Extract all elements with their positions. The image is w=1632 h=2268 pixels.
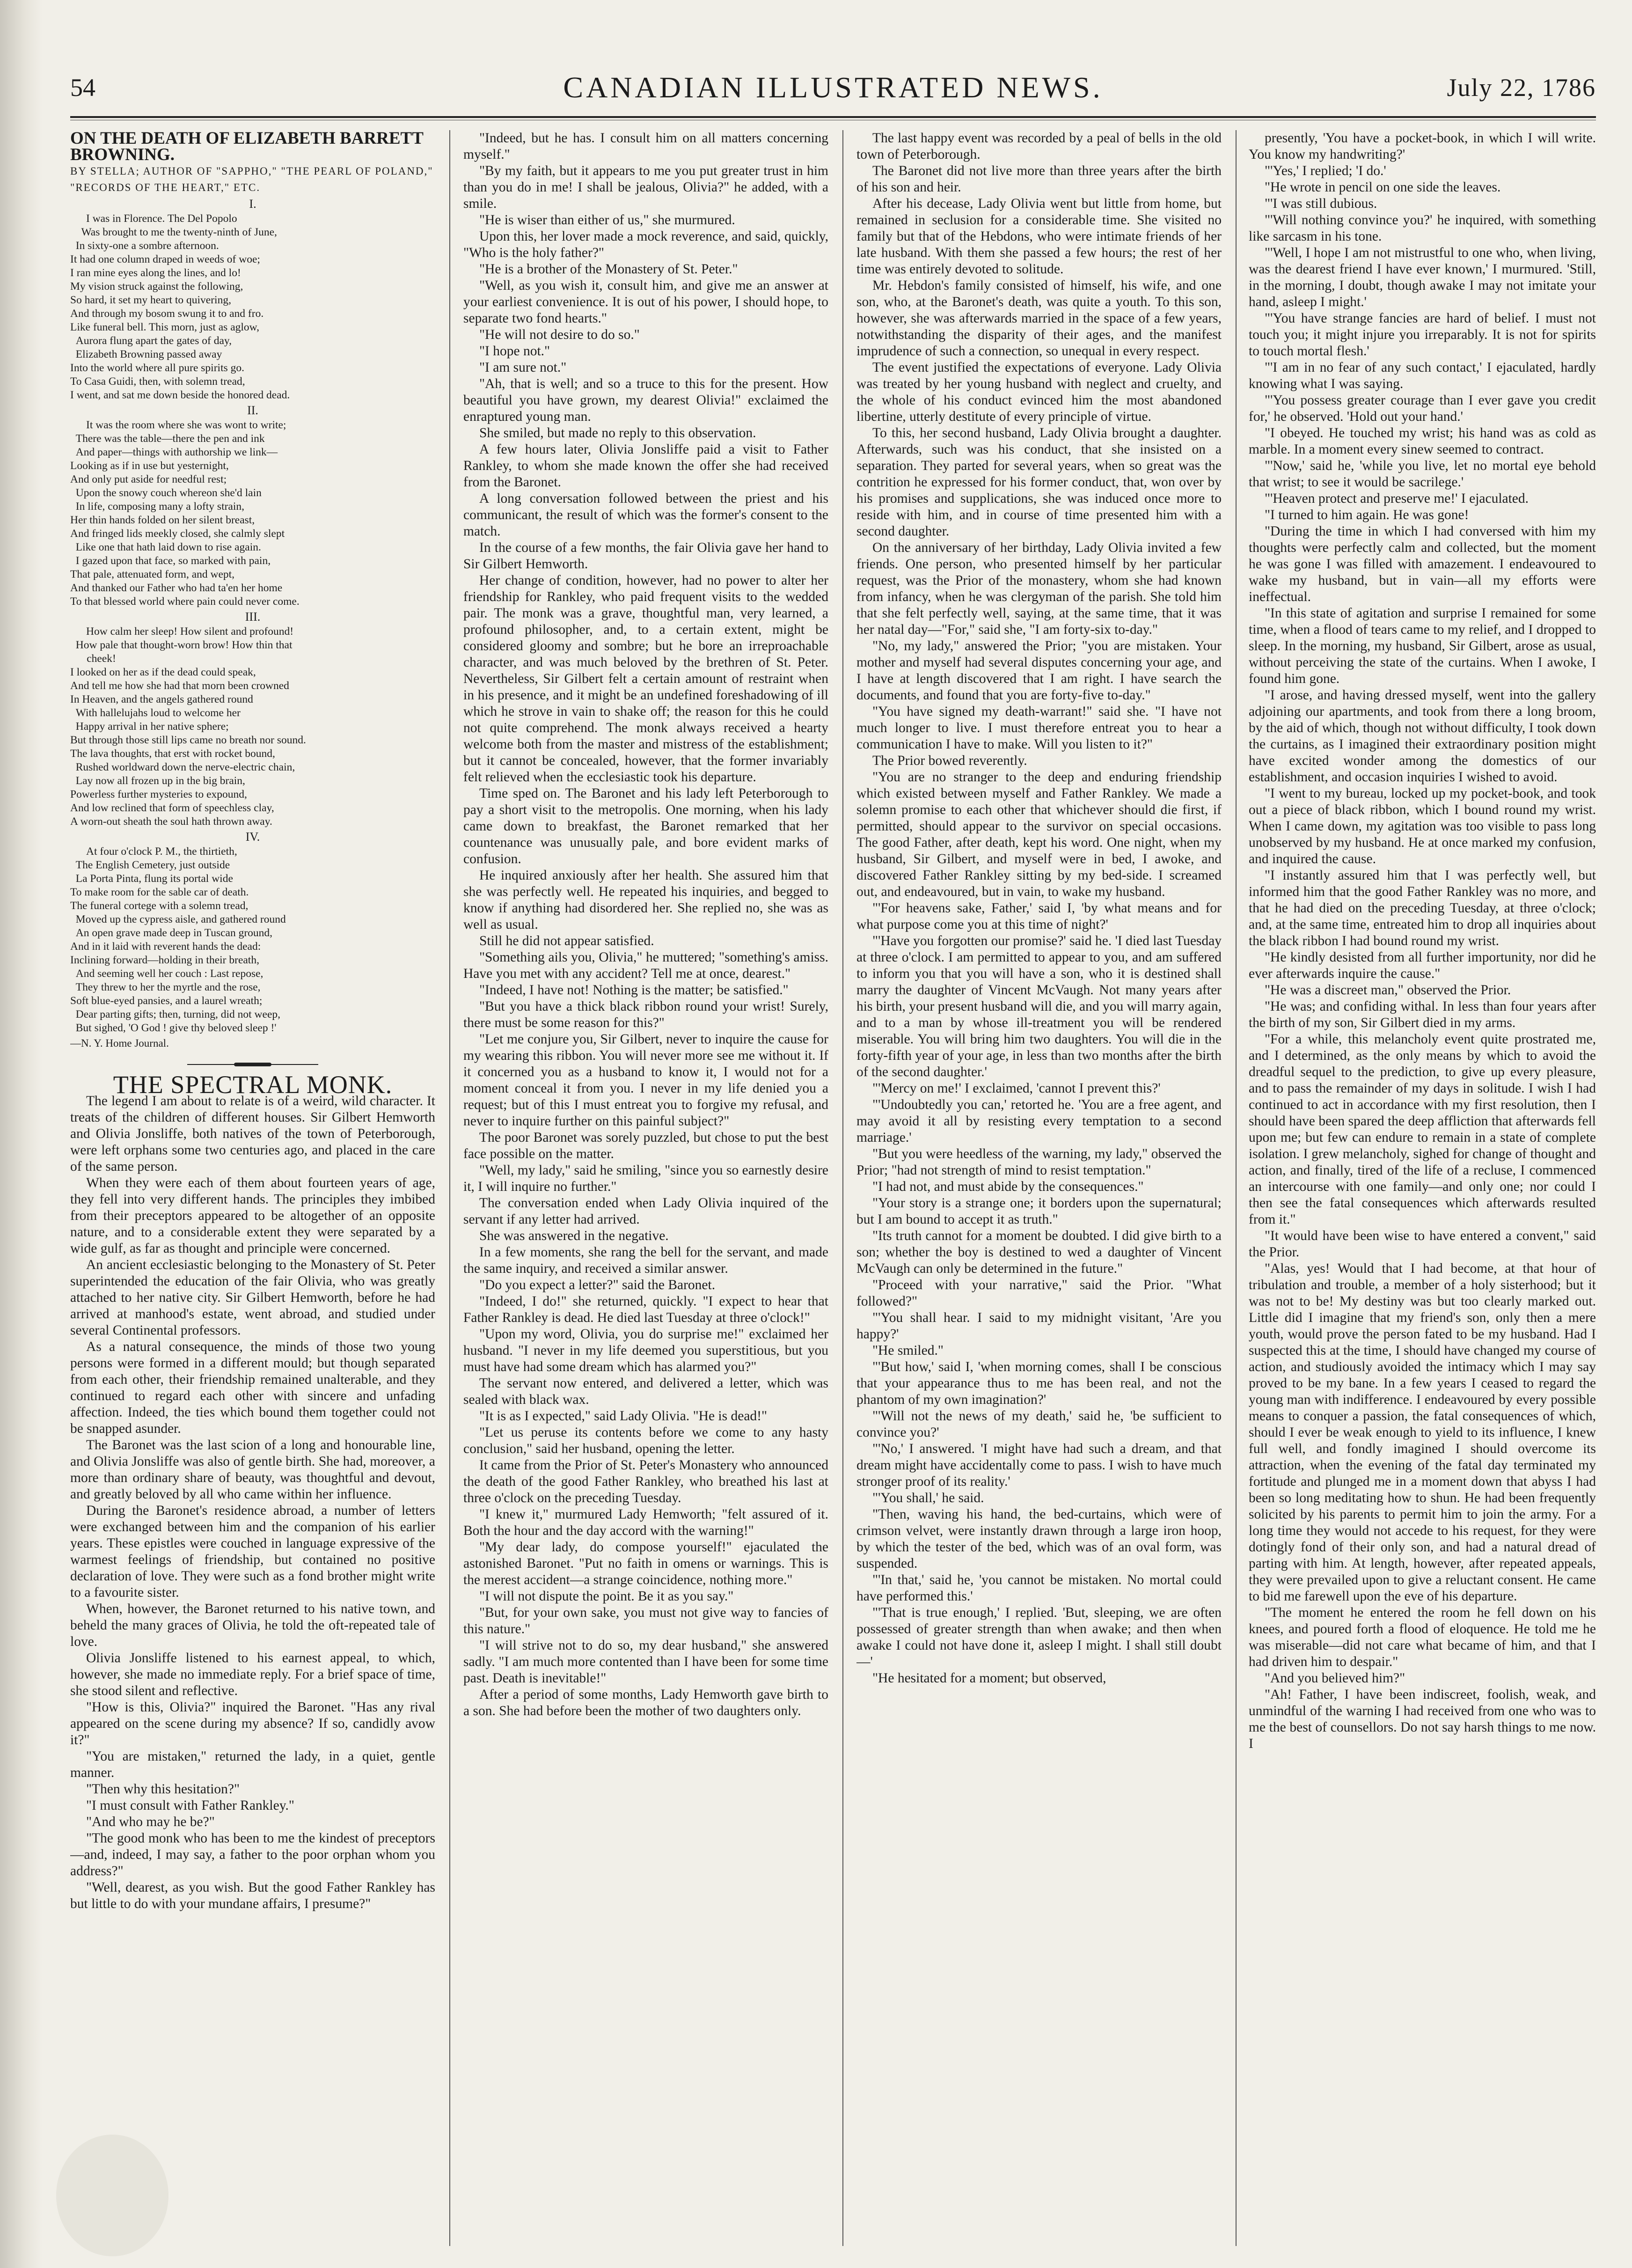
story-paragraph: "He was a discreet man," observed the Prior. (1265, 983, 1511, 998)
story-paragraph: "My dear lady, do compose yourself!" ejaculated the astonished Baronet. "Put no faith in omens or warnings. This is the merest accident—a strange coincidence, nothing more." (463, 1540, 828, 1587)
story-paragraph: To this, her second husband, Lady Olivia brought a daughter. Afterwards, such was his conduct, that she insisted on a separation. They parted for several years, when so great was the contrition he expressed for his former conduct, that, won over by his promises and supplications, she was induced once more to reside with him, and in course of time presented him with a second daughter. (856, 426, 1222, 539)
story-paragraph: "He is wiser than either of us," she murmured. (479, 213, 735, 228)
story-paragraph: "Ah, that is well; and so a truce to this for the present. How beautiful you have grown, my dearest Olivia!" exclaimed the enraptured young man. (463, 376, 828, 424)
story-paragraph: "'Undoubtedly you can,' retorted he. 'You are a free agent, and may avoid it all by resisting every temptation to a second marriage.' (856, 1097, 1222, 1145)
issue-date: July 22, 1786 (1447, 73, 1596, 102)
story-paragraph: "I turned to him again. He was gone! (1265, 507, 1469, 522)
story-paragraph: "During the time in which I had conversed with him my thoughts were perfectly calm and collected, but the moment he was gone I was filled with amazement. I endeavoured to wake my husband, but in vain—all my efforts were ineffectual. (1249, 524, 1596, 604)
story-paragraph: The last happy event was recorded by a peal of bells in the old town of Peterborough. (856, 131, 1222, 162)
story-paragraph: The conversation ended when Lady Olivia inquired of the servant if any letter had arrived. (463, 1196, 828, 1227)
story-paragraph: A few hours later, Olivia Jonsliffe paid a visit to Father Rankley, to whom she made known the offer she had received from the Baronet. (463, 442, 828, 490)
story-paragraph: "In this state of agitation and surprise I remained for some time, when a flood of tears came to my relief, and I dropped to sleep. In the morning, my husband, Sir Gilbert, arose as usual, without perceiving the state of the curtains. When I awoke, I found him gone. (1249, 606, 1596, 686)
story-paragraph: "He smiled." (872, 1343, 944, 1358)
story-column-3-text (856, 130, 1222, 1687)
story-paragraph: When they were each of them about fourteen years of age, they fell into very different hands. The principles they imbibed from their preceptors appeared to be altogether of an opposite nature, and to a considerable extent they were separated by a wide gulf, as far as thought and principle were concerned. (70, 1175, 435, 1256)
stanza-text: How calm her sleep! How silent and profound! How pale that thought-worn brow! How thin that cheek! I looked on her as if the dead could speak, And tell me how she had that morn been crowned In Heaven, and the angels gathered round With hallelujahs loud to welcome her Happy arrival in her native sphere; But through those still lips came no breath nor sound. The lava thoughts, that erst with rocket bound, Rushed worldward down the nerve-electric chain, Lay now all frozen up in the big brain, Powerless further mysteries to expound, And low reclined that form of speechless clay, A worn-out sheath the soul hath thrown away. (70, 625, 306, 828)
story-paragraph: "Well, my lady," said he smiling, "since you so earnestly desire it, I will inquire no further." (463, 1163, 828, 1194)
stanza-text: At four o'clock P. M., the thirtieth, The English Cemetery, just outside La Porta Pinta, flung its portal wide To make room for the sable car of death. The funeral cortege with a solemn tread, Moved up the cypress aisle, and gathered round An open grave made deep in Tuscan ground, And in it laid with reverent hands the dead: Inclining forward—holding in their breath, And seeming well her couch : Last repose, They threw to her the myrtle and the rose, Soft blue-eyed pansies, and a laurel wreath; Dear parting gifts; then, turning, did not weep, But sighed, 'O God ! give thy beloved sleep !' (70, 845, 286, 1034)
story-paragraph: "'Mercy on me!' I exclaimed, 'cannot I prevent this?' (872, 1081, 1161, 1096)
story-paragraph: "He wrote in pencil on one side the leaves. (1265, 180, 1501, 195)
story-paragraph: On the anniversary of her birthday, Lady Olivia invited a few friends. One person, who presented himself by her particular request, was the Prior of the monastery, whom she had known from infancy, when he was clergyman of the parish. She told him that she felt perfectly well, saying, at the same time, that it was her natal day—"For," said she, "I am forty-six to-day." (856, 540, 1222, 637)
story-paragraph: Time sped on. The Baronet and his lady left Peterborough to pay a short visit to the metropolis. One morning, when his lady came down to breakfast, the Baronet remarked that her countenance was unusually pale, and bore evident marks of confusion. (463, 786, 828, 866)
story-paragraph: An ancient ecclesiastic belonging to the Monastery of St. Peter superintended the education of the fair Olivia, who was greatly attached to her native city. Sir Gilbert Hemworth, before he had arrived at manhood's estate, went abroad, and studied under several Continental professors. (70, 1257, 435, 1338)
story-paragraph: In a few moments, she rang the bell for the servant, and made the same inquiry, and received a similar answer. (463, 1245, 828, 1276)
story-paragraph: It came from the Prior of St. Peter's Monastery who announced the death of the good Father Rankley, who breathed his last at three o'clock on the preceding Tuesday. (463, 1458, 828, 1505)
stanza-number: II. (247, 404, 258, 417)
story-paragraph: "I knew it," murmured Lady Hemworth; "felt assured of it. Both the hour and the day accord with the warning!" (463, 1507, 828, 1538)
story-paragraph: "He was; and confiding withal. In less than four years after the birth of my son, Sir Gilbert died in my arms. (1249, 999, 1596, 1030)
story-paragraph: "I hope not." (479, 344, 550, 359)
story-paragraph: "Indeed, but he has. I consult him on all matters concerning myself." (463, 131, 828, 162)
story-paragraph: When, however, the Baronet returned to his native town, and beheld the many graces of Olivia, he told the oft-repeated tale of love. (70, 1601, 435, 1649)
poem-byline: BY STELLA; AUTHOR OF "SAPPHO," "THE PEARL OF POLAND," "RECORDS OF THE HEART," ETC. (70, 165, 433, 193)
story-paragraph: She was answered in the negative. (479, 1228, 669, 1243)
story-paragraph: She smiled, but made no reply to this observation. (479, 426, 756, 440)
story-paragraph: A long conversation followed between the priest and his communicant, the result of which was the former's consent to the match. (463, 491, 828, 539)
story-paragraph: The Baronet did not live more than three years after the birth of his son and heir. (856, 163, 1222, 195)
scan-edge-shadow (0, 0, 42, 2268)
stanza-text: I was in Florence. The Del Popolo Was brought to me the twenty-ninth of June, In sixty-one a sombre afternoon. It had one column draped in weeds of woe; I ran mine eyes along the lines, and lo! My vision struck against the following, So hard, it set my heart to quivering, And through my bosom swung it to and fro. Like funeral bell. This morn, just as aglow, Aurora flung apart the gates of day, Elizabeth Browning passed away Into the world where all pure spirits go. To Casa Guidi, then, with solemn tread, I went, and sat me down beside the honored dead. (70, 213, 290, 401)
column-rule (842, 130, 843, 2246)
story-paragraph: "And who may he be?" (86, 1814, 215, 1829)
masthead-title: CANADIAN ILLUSTRATED NEWS. (563, 71, 1103, 104)
story-paragraph: "He hesitated for a moment; but observed, (872, 1671, 1106, 1686)
story-paragraph: "I must consult with Father Rankley." (86, 1798, 294, 1813)
story-paragraph: "I will strive not to do so, my dear husband," she answered sadly. "I am much more contented than I have been for some time past. Death is inevitable!" (463, 1638, 828, 1686)
story-paragraph: "'You shall hear. I said to my midnight visitant, 'Are you happy?' (856, 1310, 1222, 1342)
story-paragraph: "'Have you forgotten our promise?' said he. 'I died last Tuesday at three o'clock. I am permitted to appear to you, and am suffered to inform you that you will have a son, who it is destined shall marry the daughter of Vincent McVaugh. Not many years after his birth, your present husband will die, and you will marry again, and to a man by whose ill-treatment you will be rendered miserable. You will bring him two daughters. You will die in the forty-fifth year of your age, in less than two months after the birth of the second daughter.' (856, 933, 1222, 1079)
story-paragraph: The Prior bowed reverently. (872, 753, 1027, 768)
story-title: THE SPECTRAL MONK. (113, 1071, 393, 1099)
story-paragraph: "'But how,' said I, 'when morning comes, shall I be conscious that your appearance thus to me has been real, and not the phantom of my own imagination?' (856, 1359, 1222, 1407)
story-paragraph: "I obeyed. He touched my wrist; his hand was as cold as marble. In a moment every sinew seemed to contract. (1249, 426, 1596, 457)
story-paragraph: "'You possess greater courage than I ever gave you credit for,' he observed. 'Hold out your hand.' (1249, 393, 1596, 424)
story-paragraph: Still he did not appear satisfied. (479, 933, 654, 948)
story-paragraph: After a period of some months, Lady Hemworth gave birth to a son. She had before been the mother of two daughters only. (463, 1687, 828, 1718)
stanza-number: IV. (245, 830, 260, 844)
story-paragraph: The Baronet was the last scion of a long and honourable line, and Olivia Jonsliffe was also of gentle birth. She had, moreover, a more than ordinary share of beauty, was thoughtful and devout, and greatly beloved by all who came within her influence. (70, 1438, 435, 1502)
story-paragraph: "How is this, Olivia?" inquired the Baronet. "Has any rival appeared on the scene during my absence? If so, candidly avow it?" (70, 1700, 435, 1747)
story-column-1-text (70, 1093, 435, 1912)
story-paragraph: Her change of condition, however, had no power to alter her friendship for Rankley, who paid frequent visits to the wedded pair. The monk was a grave, thoughtful man, very learned, a profound philosopher, and, to a certain extent, might be considered gloomy and sombre; but he bore an irreproachable character, and was much beloved by the brethren of St. Peter. Nevertheless, Sir Gilbert felt a certain amount of restraint when in his presence, and it might be an undefined foreshadowing of ill which he strove in vain to shake off; the reason for this he could not quite comprehend. The monk always received a hearty welcome both from the master and mistress of the establishment; but it cannot be concealed, however, that the former invariably felt relieved when the ecclesiastic took his departure. (463, 573, 828, 785)
column-2 (463, 130, 828, 2246)
column-1 (70, 130, 435, 2246)
story-paragraph: "Let us peruse its contents before we come to any hasty conclusion," said her husband, opening the letter. (463, 1425, 828, 1456)
story-paragraph: "You have signed my death-warrant!" said she. "I have not much longer to live. I must therefore entreat you to hear a communication I have to make. Will you listen to it?" (856, 704, 1222, 752)
story-paragraph: "I instantly assured him that I was perfectly well, but informed him that the good Father Rankley was no more, and that he had died on the preceding Tuesday, at three o'clock; and, at the same time, entreated him to drop all inquiries about the black ribbon I had bound round my wrist. (1249, 868, 1596, 948)
story-paragraph: "Its truth cannot for a moment be doubted. I did give birth to a son; whether the boy is destined to wed a daughter of Vincent McVaugh can only be determined in the future." (856, 1228, 1222, 1276)
stanza-number: I. (249, 197, 256, 211)
poem-title: ON THE DEATH OF ELIZABETH BARRETT BROWNING. (70, 130, 424, 164)
stanza-text: It was the room where she was wont to write; There was the table—there the pen and ink And paper—things with authorship we link— Looking as if in use but yesternight, And only put aside for needful rest; Upon the snowy couch whereon she'd lain In life, composing many a lofty strain, Her thin hands folded on her silent breast, And fringed lids meekly closed, she calmly slept Like one that hath laid down to rise again. I gazed upon that face, so marked with pain, That pale, attenuated form, and wept, And thanked our Father who had ta'en her home To that blessed world where pain could never come. (70, 419, 300, 608)
story-paragraph: "He kindly desisted from all further importunity, nor did he ever afterwards inquire the cause." (1249, 950, 1596, 981)
story-paragraph: The legend I am about to relate is of a weird, wild character. It treats of the children of different houses. Sir Gilbert Hemworth and Olivia Jonsliffe, both natives of the town of Peterborough, were left orphans some two centuries ago, and placed in the care of the same person. (70, 1094, 435, 1174)
section-divider (187, 1063, 318, 1066)
story-paragraph: The servant now entered, and delivered a letter, which was sealed with black wax. (463, 1376, 828, 1407)
story-paragraph: "'You have strange fancies are hard of belief. I must not touch you; it might injure you irreparably. It is not for spirits to touch mortal flesh.' (1249, 311, 1596, 359)
poem-stanzas (70, 196, 435, 1035)
story-paragraph: Upon this, her lover made a mock reverence, and said, quickly, "Who is the holy father?" (463, 229, 828, 260)
story-paragraph: "By my faith, but it appears to me you put greater trust in him than you do in me! I shall be jealous, Olivia?" he added, with a smile. (463, 163, 828, 211)
story-paragraph: "I had not, and must abide by the consequences." (872, 1179, 1144, 1194)
story-paragraph: "It would have been wise to have entered a convent," said the Prior. (1249, 1228, 1596, 1260)
story-paragraph: "And you believed him?" (1265, 1671, 1405, 1686)
story-paragraph: "'For heavens sake, Father,' said I, 'by what means and for what purpose come you at this time of night?' (856, 901, 1222, 932)
story-paragraph: "I arose, and having dressed myself, went into the gallery adjoining our apartments, and took from there a long broom, by the aid of which, though not without difficulty, I took down the curtains, as I imagined their extraordinary position might have excited wonder among the domestics of our establishment, and occasion inquiries I wished to avoid. (1249, 688, 1596, 785)
story-paragraph: "Let me conjure you, Sir Gilbert, never to inquire the cause for my wearing this ribbon. You will never more see me without it. If it concerned you as a husband to know it, I would not for a moment conceal it from you. I never in my life denied you a request; but of this I must entreat you to forgive my refusal, and never to inquire further on this painful subject?" (463, 1032, 828, 1129)
page-header (70, 70, 1596, 108)
column-rule (449, 130, 450, 2246)
story-paragraph: "Indeed, I do!" she returned, quickly. "I expect to hear that Father Rankley is dead. He died last Tuesday at three o'clock!" (463, 1294, 828, 1325)
story-paragraph: The poor Baronet was sorely puzzled, but chose to put the best face possible on the matter. (463, 1130, 828, 1161)
story-paragraph: "'That is true enough,' I replied. 'But, sleeping, we are often possessed of greater strength than when awake; and then when awake I could not have done it, asleep I might. I shall still doubt—' (856, 1605, 1222, 1669)
story-paragraph: "'Heaven protect and preserve me!' I ejaculated. (1265, 491, 1529, 506)
story-paragraph: "'I am in no fear of any such contact,' I ejaculated, hardly knowing what I was saying. (1249, 360, 1596, 391)
story-column-4-text (1249, 130, 1596, 1752)
story-paragraph: In the course of a few months, the fair Olivia gave her hand to Sir Gilbert Hemworth. (463, 540, 828, 572)
story-paragraph: "But, for your own sake, you must not give way to fancies of this nature." (463, 1605, 828, 1637)
story-paragraph: "It is as I expected," said Lady Olivia. "He is dead!" (479, 1409, 768, 1424)
story-paragraph: presently, 'You have a pocket-book, in which I will write. You know my handwriting?' (1249, 131, 1596, 162)
story-paragraph: During the Baronet's residence abroad, a number of letters were exchanged between him and the companion of his earlier years. These epistles were couched in language expressive of the warmest feelings of friendship, but contained no positive declaration of love. They were such as a fond brother might write to a favourite sister. (70, 1503, 435, 1600)
story-paragraph: Mr. Hebdon's family consisted of himself, his wife, and one son, who, at the Baronet's death, was quite a youth. To this son, however, she was afterwards married in the space of a few years, notwithstanding the disparity of their ages, and the manifest imprudence of such a connection, so unequal in every respect. (856, 278, 1222, 359)
story-paragraph: "'Will not the news of my death,' said he, 'be sufficient to convince you?' (856, 1409, 1222, 1440)
story-paragraph: "Well, dearest, as you wish. But the good Father Rankley has but little to do with your mundane affairs, I presume?" (70, 1880, 435, 1911)
story-paragraph: "'Well, I hope I am not mistrustful to one who, when living, was the dearest friend I have ever known,' I murmured. 'Still, in the morning, I doubt, though awake I may not imitate your hand, asleep I might.' (1249, 245, 1596, 309)
story-paragraph: "I will not dispute the point. Be it as you say." (479, 1589, 734, 1604)
story-paragraph: After his decease, Lady Olivia went but little from home, but remained in seclusion for a considerable time. She visited no family but that of the Hebdons, who were intimate friends of her late husband. With them she passed a few hours; the rest of her time was entirely devoted to solitude. (856, 196, 1222, 277)
story-paragraph: "I went to my bureau, locked up my pocket-book, and took out a piece of black ribbon, which I bound round my wrist. When I came down, my agitation was too visible to pass long unobserved by my husband. He at once marked my confusion, and inquired the cause. (1249, 786, 1596, 866)
story-paragraph: "'In that,' said he, 'you cannot be mistaken. No mortal could have performed this.' (856, 1572, 1222, 1604)
story-paragraph: "For a while, this melancholy event quite prostrated me, and I determined, as the only means by which to avoid the dreadful sequel to the prediction, to give up every pleasure, and to pass the remainder of my days in solitude. I wish I had continued to act in accordance with my first resolution, then I should have been spared the deep affliction that afterwards fell upon me; but few can endure to remain in a state of complete isolation. I grew melancholy, sighed for change of thought and action, and finally, tired of the life of a recluse, I commenced an intercourse with one family—and only one; nor could I then see the fatal consequences which afterwards resulted from it." (1249, 1032, 1596, 1227)
story-paragraph: "Then, waving his hand, the bed-curtains, which were of crimson velvet, were instantly drawn through a large iron hoop, by which the tester of the bed, which was of an oval form, was suspended. (856, 1507, 1222, 1571)
page-number: 54 (70, 73, 95, 102)
story-paragraph: "But you were heedless of the warning, my lady," observed the Prior; "had not strength of mind to resist temptation." (856, 1146, 1222, 1178)
story-paragraph: "The moment he entered the room he fell down on his knees, and poured forth a flood of eloquence. He told me he was miserable—did not care what became of him, and that I had driven him to despair." (1249, 1605, 1596, 1669)
story-paragraph: "'You shall,' he said. (872, 1490, 984, 1505)
column-rule (1236, 130, 1237, 2246)
story-paragraph: "He will not desire to do so." (479, 327, 640, 342)
story-paragraph: "'I was still dubious. (1265, 196, 1377, 211)
story-paragraph: The event justified the expectations of everyone. Lady Olivia was treated by her young husband with neglect and cruelty, and the whole of his conduct evinced him the most abandoned libertine, utterly destitute of every principle of virtue. (856, 360, 1222, 424)
column-4 (1249, 130, 1596, 2246)
story-column-2-text (463, 130, 828, 1719)
story-paragraph: "'Yes,' I replied; 'I do.' (1265, 163, 1386, 178)
column-3 (856, 130, 1222, 2246)
story-paragraph: "Do you expect a letter?" said the Baronet. (479, 1277, 716, 1292)
story-paragraph: "'Will nothing convince you?' he inquired, with something like sarcasm in his tone. (1249, 213, 1596, 244)
header-rule (70, 116, 1596, 118)
story-paragraph: He inquired anxiously after her health. She assured him that she was perfectly well. He repeated his inquiries, and begged to know if anything had disordered her. She replied no, she was as well as usual. (463, 868, 828, 932)
story-paragraph: "I am sure not." (479, 360, 567, 375)
story-paragraph: "Well, as you wish it, consult him, and give me an answer at your earliest convenience. It is out of his power, I should hope, to separate two fond hearts." (463, 278, 828, 326)
story-paragraph: "Your story is a strange one; it borders upon the supernatural; but I am bound to accept it as truth." (856, 1196, 1222, 1227)
story-paragraph: "Upon my word, Olivia, you do surprise me!" exclaimed her husband. "I never in my life deemed you superstitious, but you must have had some dream which has alarmed you?" (463, 1327, 828, 1374)
story-paragraph: "But you have a thick black ribbon round your wrist! Surely, there must be some reason for this?" (463, 999, 828, 1030)
stanza-number: III. (245, 610, 261, 624)
story-paragraph: As a natural consequence, the minds of those two young persons were formed in a different mould; but though separated from each other, their friendship remained unalterable, and they continued to regard each other with sincere and unfading affection. Indeed, the ties which bound them together could not be snapped asunder. (70, 1339, 435, 1436)
story-paragraph: Olivia Jonsliffe listened to his earnest appeal, to which, however, she made no immediate reply. For a brief space of time, she stood silent and reflective. (70, 1651, 435, 1698)
story-paragraph: "Indeed, I have not! Nothing is the matter; be satisfied." (479, 983, 789, 998)
story-paragraph: "Something ails you, Olivia," he muttered; "something's amiss. Have you met with any accident? Tell me at once, dearest." (463, 950, 828, 981)
story-paragraph: "Alas, yes! Would that I had become, at that hour of tribulation and trouble, a member of a holy sisterhood; but it was not to be! My destiny was but too clearly marked out. Little did I imagine that my friend's son, only then a mere youth, would prove the person fated to be my husband. Had I suspected this at the time, I should have changed my course of action, and studiously avoided the intimacy which I may say proved to be my bane. In a few years I ceased to regard the young man with indifference. I endeavoured by every possible means to conquer a passion, the fatal consequences of which, should I ever be weak enough to yield to its influence, I knew full well, and fondly imagined I should overcome its attraction, when the evening of the fatal day terminated my fortitude and plunged me in a moment down that abyss I had been so long meditating how to shun. He had been frequently solicited by his parents to permit him to join the army. For a long time they would not accede to his request, for they were dotingly fond of their only son, and had a natural dread of parting with him. At length, however, after repeated appeals, they were prevailed upon to give a reluctant consent. He came to bid me farewell upon the eve of his departure. (1249, 1261, 1596, 1604)
story-paragraph: "Then why this hesitation?" (86, 1782, 240, 1797)
story-paragraph: "'Now,' said he, 'while you live, let no mortal eye behold that wrist; to see it would be sacrilege.' (1249, 458, 1596, 490)
story-paragraph: "Ah! Father, I have been indiscreet, foolish, weak, and unmindful of the warning I had received from one who was to me the best of counsellors. Do not say harsh things to me now. I (1249, 1687, 1596, 1751)
story-paragraph: "You are no stranger to the deep and enduring friendship which existed between myself and Father Rankley. We made a solemn promise to each other that whichever should die first, if permitted, should appear to the survivor on special occasions. The good Father, after death, kept his word. One night, when my husband, Sir Gilbert, and myself were in bed, I awoke, and discovered Father Rankley sitting by my bed-side. I screamed out, and endeavoured, but in vain, to wake my husband. (856, 770, 1222, 899)
story-paragraph: "You are mistaken," returned the lady, in a quiet, gentle manner. (70, 1749, 435, 1780)
poem-source: —N. Y. Home Journal. (70, 1037, 169, 1049)
story-paragraph: "The good monk who has been to me the kindest of preceptors—and, indeed, I may say, a father to the poor orphan whom you address?" (70, 1831, 435, 1879)
story-paragraph: "Proceed with your narrative," said the Prior. "What followed?" (856, 1277, 1222, 1309)
story-paragraph: "He is a brother of the Monastery of St. Peter." (479, 262, 738, 277)
story-paragraph: "'No,' I answered. 'I might have had such a dream, and that dream might have accidentally come to pass. I wish to have much stronger proof of its reality.' (856, 1441, 1222, 1489)
story-paragraph: "No, my lady," answered the Prior; "you are mistaken. Your mother and myself had several disputes concerning your age, and I have at length discovered that I am right. I have search the documents, and found that you are forty-five to-day." (856, 639, 1222, 703)
